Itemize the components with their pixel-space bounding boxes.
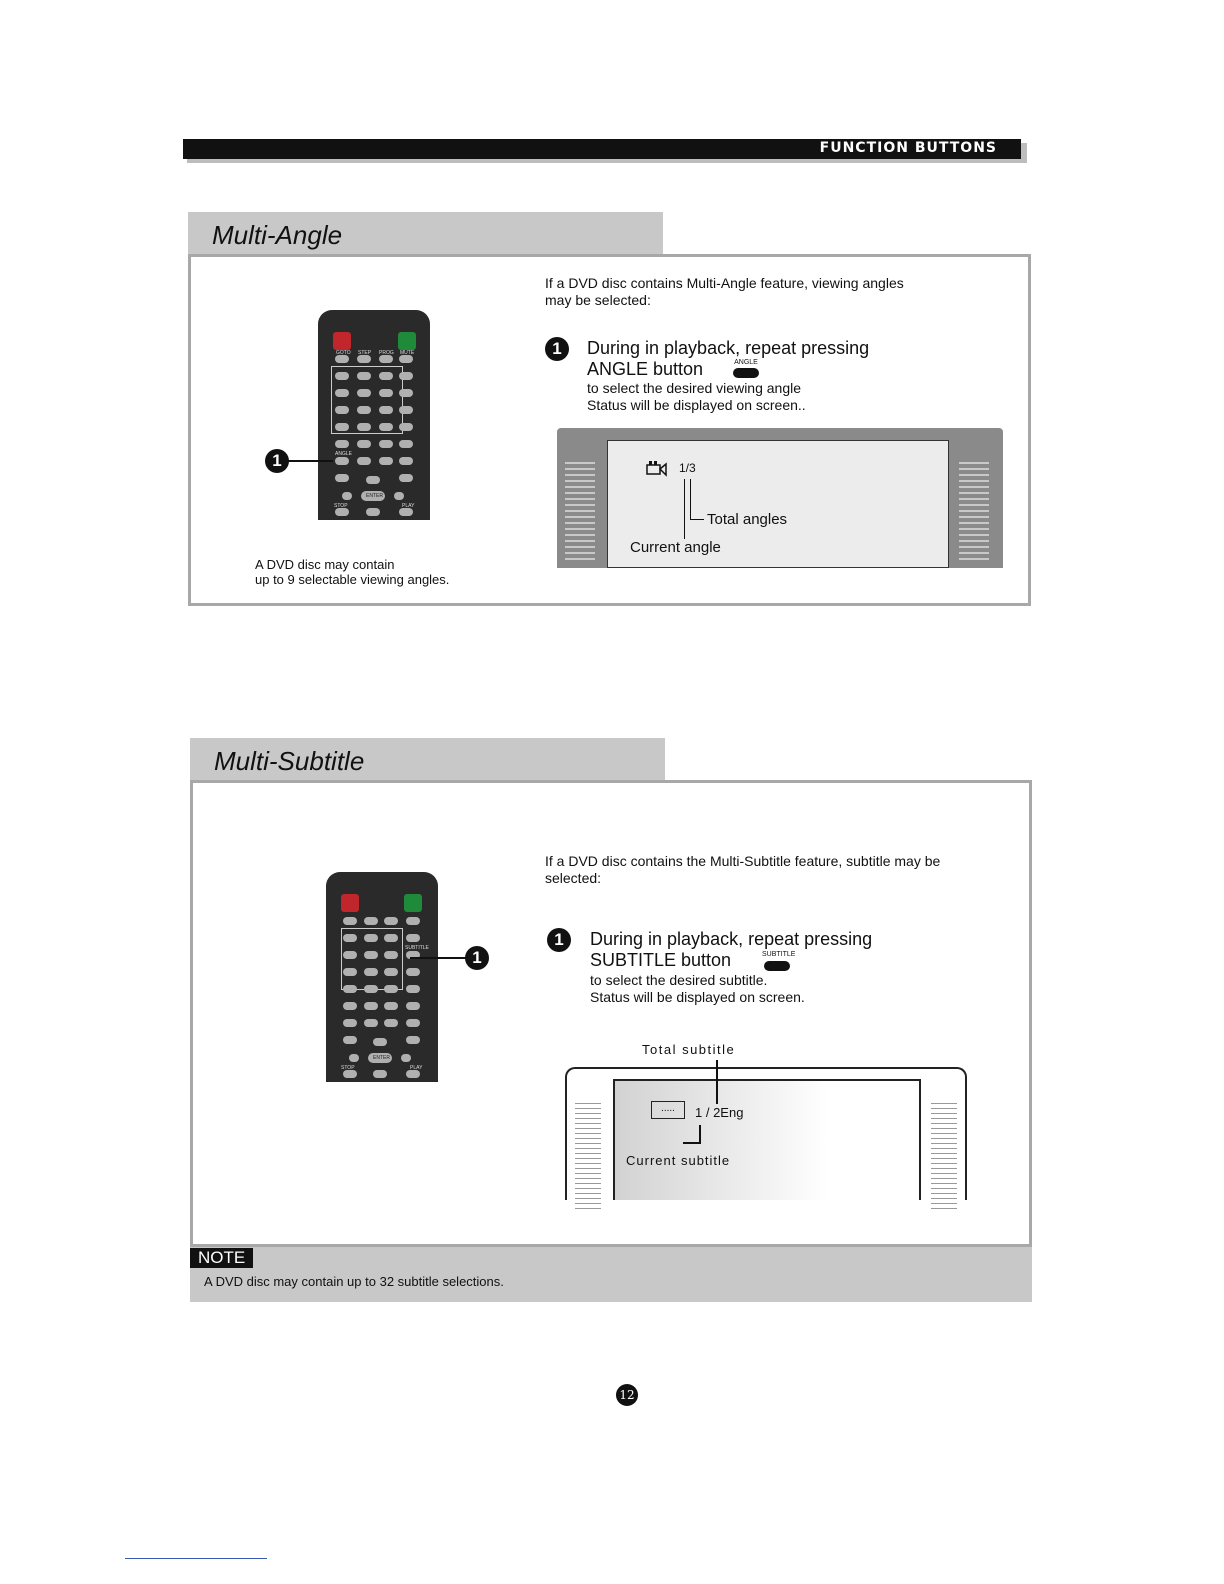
remote-label-play: PLAY [402,503,415,509]
angle-total-pointer-foot [690,519,704,520]
remote-control-subtitle [326,872,438,1082]
subtitle-step-line1: During in playback, repeat pressing [590,929,873,949]
angle-total-pointer [690,479,691,519]
angle-tv-frame [557,428,1003,568]
angle-detail2: Status will be displayed on screen.. [587,397,806,413]
page-number-text: 12 [619,1388,635,1402]
angle-value: 1/3 [679,461,696,475]
remote-label-goto: GOTO [336,350,351,356]
angle-tv-speaker-left [565,458,595,563]
note-text: A DVD disc may contain up to 32 subtitle selections. [204,1274,504,1289]
remote-label-enter: ENTER [373,1055,390,1061]
remote-control-angle [318,310,430,520]
remote-label-play: PLAY [410,1065,423,1071]
multi-angle-title: Multi-Angle [212,220,343,250]
subtitle-icon-dots: ..... [661,1103,675,1114]
angle-intro-line1: If a DVD disc contains Multi-Angle feature, viewing angles [545,275,904,291]
subtitle-total-pointer [716,1060,718,1104]
angle-current-pointer [684,479,685,539]
subtitle-tv-speaker-right [931,1099,957,1209]
angle-button-icon [733,368,759,378]
remote-label-step: STEP [358,350,372,356]
angle-step-number: 1 [545,337,569,361]
subtitle-button-icon [764,961,790,971]
remote-label-subtitle: SUBTITLE [405,945,429,951]
remote-label-stop: STOP [334,503,348,509]
subtitle-detail2: Status will be displayed on screen. [590,989,805,1005]
remote-label-mute: MUTE [400,350,415,356]
angle-tv-screen [607,440,949,568]
remote-key-grid [318,310,430,520]
subtitle-tv-frame [565,1067,967,1200]
angle-detail1: to select the desired viewing angle [587,380,802,396]
multi-angle-tab [188,212,663,256]
remote-key-grid [326,872,438,1082]
angle-button-caption: ANGLE [734,359,758,366]
angle-tv-speaker-right [959,458,989,563]
angle-intro [545,275,904,309]
angle-callout-line [288,460,333,462]
subtitle-tv-screen [613,1079,921,1200]
angle-caption-line1: A DVD disc may contain [255,557,395,572]
angle-callout-number: 1 [265,449,289,473]
remote-label-enter: ENTER [366,493,383,499]
multi-subtitle-title: Multi-Subtitle [214,746,365,776]
subtitle-intro [545,853,940,887]
note-label: NOTE [190,1248,253,1268]
remote-label-angle: ANGLE [335,451,352,457]
subtitle-detail1: to select the desired subtitle. [590,972,768,988]
remote-label-prog: PROG [379,350,394,356]
angle-caption [255,557,449,587]
subtitle-current-label: Current subtitle [626,1153,731,1168]
remote-label-stop: STOP [341,1065,355,1071]
angle-caption-line2: up to 9 selectable viewing angles. [255,572,450,587]
header-bar [183,139,1021,159]
subtitle-step-line2: SUBTITLE button [590,950,732,970]
subtitle-intro-line2: selected: [545,870,602,886]
angle-current-label: Current angle [630,539,721,556]
subtitle-total-label: Total subtitle [642,1042,736,1057]
subtitle-current-pointer-h [683,1142,701,1144]
subtitle-tv-speaker-left [575,1099,601,1209]
subtitle-button-caption: SUBTITLE [762,951,796,958]
subtitle-callout-line [410,957,468,959]
subtitle-intro-line1: If a DVD disc contains the Multi-Subtitle feature, subtitle may be [545,853,941,869]
angle-step-line1: During in playback, repeat pressing [587,338,870,358]
header-title: FUNCTION BUTTONS [819,140,997,156]
subtitle-step-number: 1 [547,928,571,952]
bottom-rule [125,1558,267,1559]
angle-step-line2: ANGLE button [587,359,704,379]
subtitle-callout-number: 1 [465,946,489,970]
subtitle-current-pointer-v [699,1125,701,1143]
page-number [616,1384,638,1406]
subtitle-value: 1 / 2Eng [695,1105,744,1120]
camera-angle-icon [646,459,668,477]
multi-subtitle-tab [190,738,665,782]
subtitle-icon-box [651,1101,685,1119]
angle-intro-line2: may be selected: [545,292,651,308]
angle-total-label: Total angles [707,511,788,528]
